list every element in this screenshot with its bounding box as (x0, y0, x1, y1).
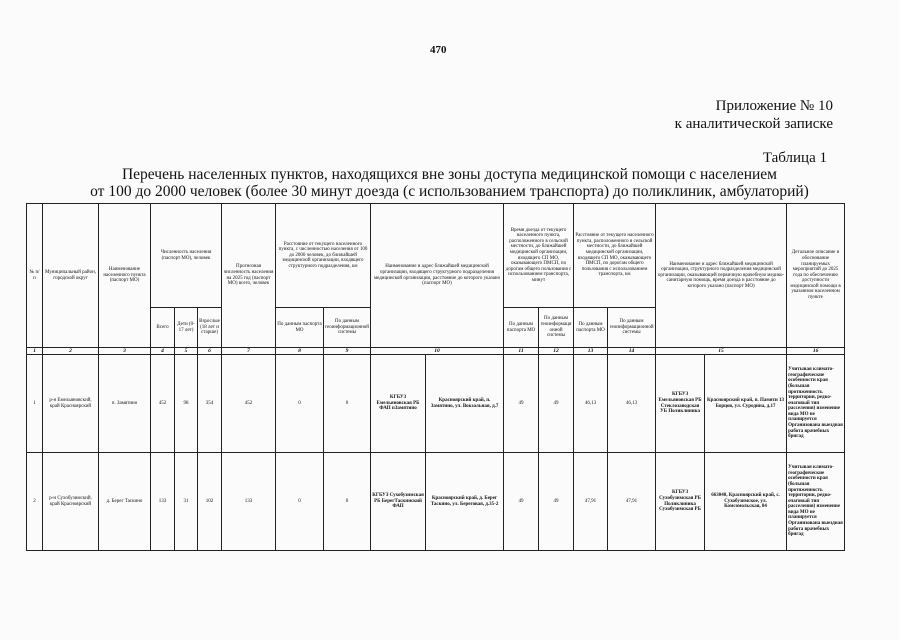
row-details: Учитывая климато-географические особенности края (большая протяженность территории, редко-очаговый тип расселения) изменение вида МО не планируется Организована выездная работа врачебных бригад (787, 355, 845, 453)
row-time-geo: 49 (539, 355, 574, 453)
row-road-passport: 47,91 (574, 453, 608, 551)
row-sp-address: 663040, Красноярский край, с. Сухобузимское, ул. Комсомольская, 84 (705, 453, 787, 551)
column-number: 8 (276, 348, 324, 355)
row-sp-name: КГБУЗ Сухобузимская РБ Поликлиника Сухобузимская РБ (656, 453, 705, 551)
header-time-geo: По данным геоинформационной системы (539, 308, 574, 348)
header-pop-adults: Взрослые (18 лет и старше) (198, 308, 222, 348)
header-road-passport: По данным паспорта МО (574, 308, 608, 348)
header-pop-children: Дети (0-17 лет) (175, 308, 198, 348)
column-number: 1 (27, 348, 43, 355)
column-number: 3 (99, 348, 151, 355)
header-nearest-org: Наименование и адрес ближайшей медицинской организации, входящего структурного подразделения медицинской организации, расстояние до которого указано (паспорт МО) (371, 204, 504, 348)
row-road-geo: 47,91 (608, 453, 656, 551)
header-road-geo: По данным геоинформационной системы (608, 308, 656, 348)
column-number: 12 (539, 348, 574, 355)
column-number: 9 (324, 348, 371, 355)
header-dist-passport: По данным паспорта МО (276, 308, 324, 348)
row-dist-geo: 0 (324, 355, 371, 453)
column-number: 7 (222, 348, 276, 355)
row-pop-children: 31 (175, 453, 198, 551)
row-municipality: р-н Емельяновский, край Красноярский (43, 355, 99, 453)
header-dist-geo: По данным геоинформационной системы (324, 308, 371, 348)
row-dist-geo: 0 (324, 453, 371, 551)
row-road-passport: 46,13 (574, 355, 608, 453)
row-pop-total: 133 (151, 453, 175, 551)
header-forecast: Прогнозная численность населения на 2025 год (паспорт МО) всего, человек (222, 204, 276, 348)
row-pop-children: 98 (175, 355, 198, 453)
row-dist-passport: 0 (276, 355, 324, 453)
header-pop-total: Всего (151, 308, 175, 348)
row-time-passport: 49 (504, 453, 539, 551)
row-org-address: Красноярский край, д. Берег Таскино, ул. Береговая, д.35-2 (426, 453, 504, 551)
appendix-subtitle: к аналитической записке (674, 116, 833, 132)
row-num: 1 (27, 355, 43, 453)
row-details: Учитывая климато-географические особенности края (большая протяженность территории, редко-очаговый тип расселения) изменение вида МО не планируется Организована выездная работа врачебных бригад (787, 453, 845, 551)
appendix-title: Приложение № 10 (715, 98, 833, 114)
row-org-name: КГБУЗ Сухобузимская РБ БерегТаскинский ФАП (371, 453, 426, 551)
header-road-distance: Расстояние от текущего населенного пункта, расположенного в сельской местности, до ближайшей медицинской организации, входящего СП МО, оказывающего ПМСП, по дорогам общего пользования с использованием транспорта, км (574, 204, 656, 308)
header-travel-time: Время доезда от текущего населенного пункта, расположенного в сельской местности, до ближайшей медицинской организации, входящего СП МО, оказывающего ПМСП, по дорогам общего пользования с использованием транспорта, минут (504, 204, 574, 308)
header-num: № п/ п (27, 204, 43, 348)
document-title-line2: от 100 до 2000 человек (более 30 минут доезда (с использованием транспорта) до поликлиник, амбулаторий) (90, 183, 809, 200)
column-number: 4 (151, 348, 175, 355)
row-road-geo: 46,13 (608, 355, 656, 453)
header-time-passport: По данным паспорта МО (504, 308, 539, 348)
row-locality: п. Замятино (99, 355, 151, 453)
column-number: 10 (371, 348, 504, 355)
table-row (27, 355, 845, 453)
row-time-passport: 49 (504, 355, 539, 453)
column-number: 14 (608, 348, 656, 355)
row-org-name: КГБУЗ Емельяновская РБ ФАП пЗамятино (371, 355, 426, 453)
column-number: 2 (43, 348, 99, 355)
row-municipality: р-н Сухобузимский, край Красноярский (43, 453, 99, 551)
header-locality: Наименование населенного пункта (паспорт МО) (99, 204, 151, 348)
column-number: 13 (574, 348, 608, 355)
header-population: Численность населения (паспорт МО), человек (151, 204, 222, 308)
row-pop-total: 452 (151, 355, 175, 453)
row-pop-adults: 102 (198, 453, 222, 551)
column-number: 16 (787, 348, 845, 355)
row-dist-passport: 0 (276, 453, 324, 551)
row-sp-address: Красноярский край, п. Памяти 13 Борцов, ул. Суродина, д.17 (705, 355, 787, 453)
row-pop-adults: 354 (198, 355, 222, 453)
header-details: Детальное описание и обоснование планируемых мероприятий до 2025 года по обеспечению доступности медицинской помощи в указанном населенном пункте (787, 204, 845, 348)
header-distance: Расстояние от текущего населенного пункта, с численностью населения от 100 до 2000 человек, до ближайшей медицинской организации, входящего структурного подразделения, км (276, 204, 371, 308)
header-structural-org: Наименование и адрес ближайшей медицинской организации, структурного подразделения медицинской организации, оказывающей первичную врачебную медико-санитарную помощь, время доезда и расстояние до которого указано (паспорт МО) (656, 204, 787, 348)
localities-table (26, 203, 845, 551)
column-number: 6 (198, 348, 222, 355)
row-forecast: 133 (222, 453, 276, 551)
row-sp-name: КГБУЗ Емельяновская РБ Стеклозаводская УБ Поликлиника (656, 355, 705, 453)
table-number: Таблица 1 (762, 150, 827, 166)
header-municipality: Муниципальный район, городской округ (43, 204, 99, 348)
column-number: 5 (175, 348, 198, 355)
row-locality: д. Берег Таскино (99, 453, 151, 551)
column-number-row (27, 348, 845, 355)
table-row (27, 453, 845, 551)
document-title-line1: Перечень населенных пунктов, находящихся вне зоны доступа медицинской помощи с населением (121, 166, 777, 183)
row-forecast: 452 (222, 355, 276, 453)
row-time-geo: 49 (539, 453, 574, 551)
row-num: 2 (27, 453, 43, 551)
column-number: 11 (504, 348, 539, 355)
row-org-address: Красноярский край, п. Замятино, ул. Вокзальная, д.7 (426, 355, 504, 453)
page-number: 470 (430, 44, 447, 56)
column-number: 15 (656, 348, 787, 355)
